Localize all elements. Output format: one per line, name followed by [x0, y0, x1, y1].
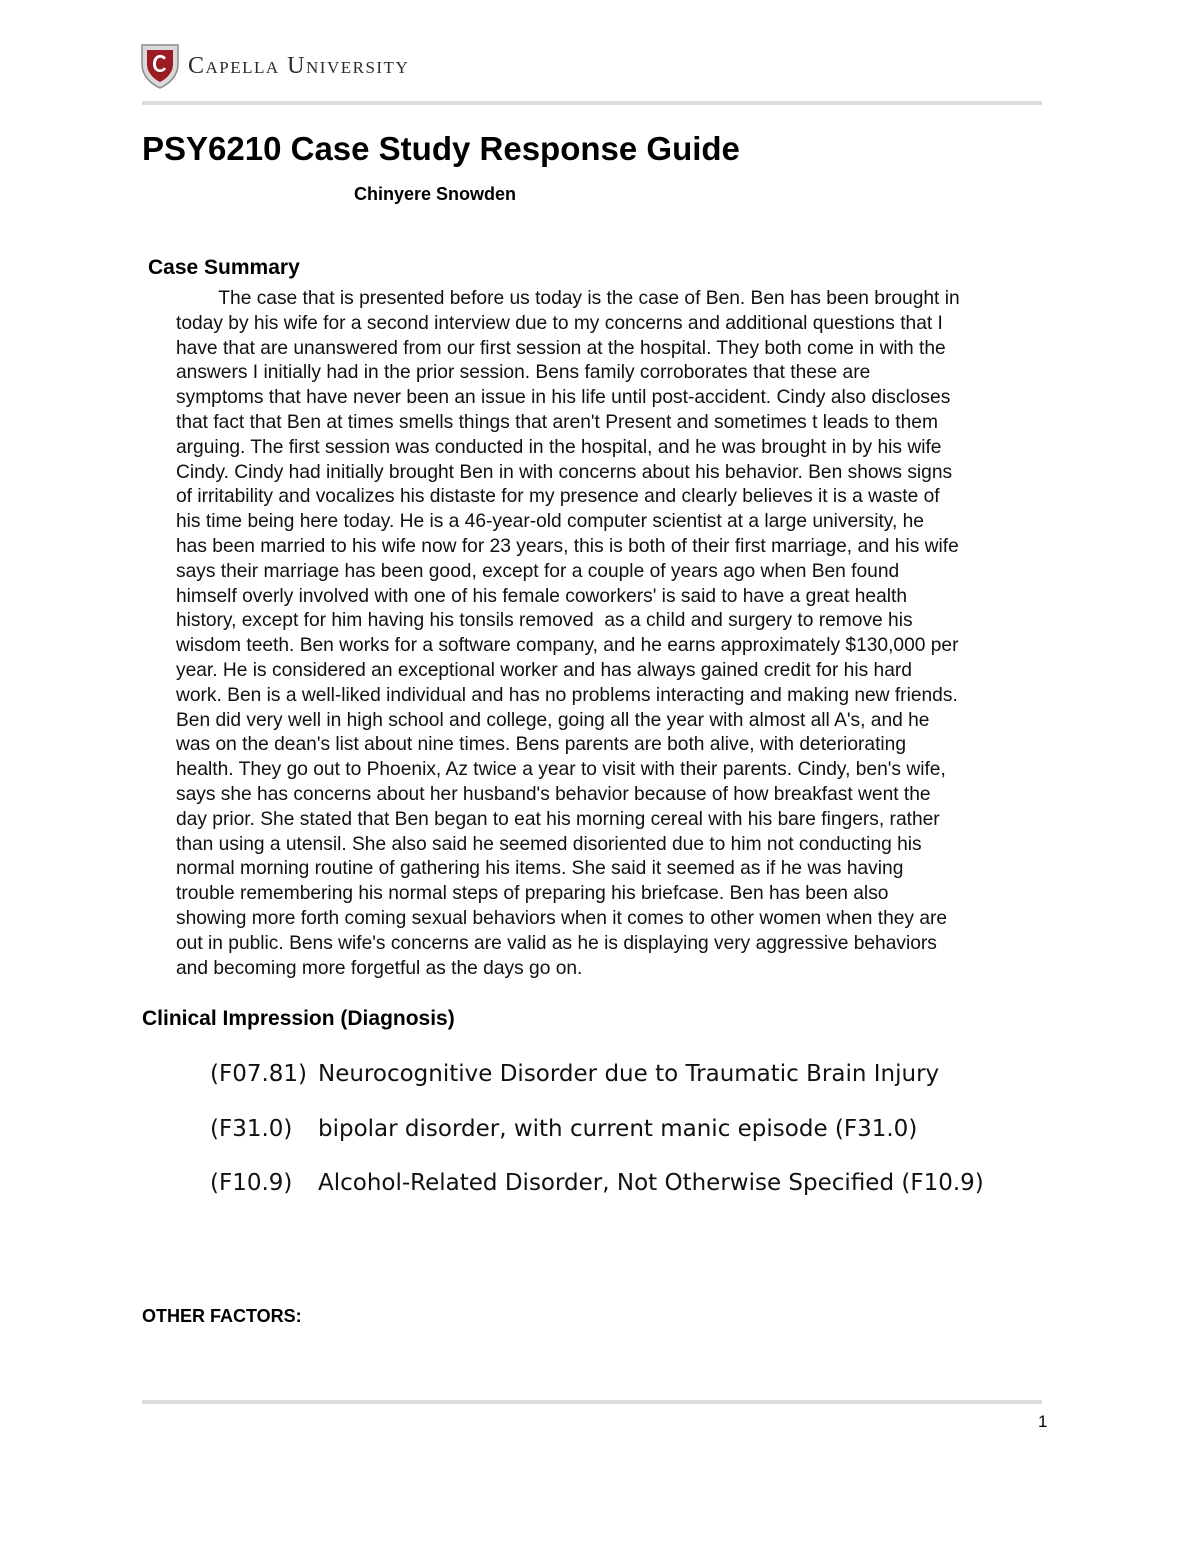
summary-line: The case that is presented before us today is the case of Ben. Ben has been brought in	[176, 288, 960, 309]
diagnosis-text: Alcohol-Related Disorder, Not Otherwise Specified (F10.9)	[318, 1170, 984, 1196]
summary-line: day prior. She stated that Ben began to eat his morning cereal with his bare fingers, rather	[176, 808, 940, 830]
other-factors-heading: OTHER FACTORS:	[142, 1306, 302, 1326]
summary-line: out in public. Bens wife's concerns are valid as he is displaying very aggressive behaviors	[176, 932, 937, 954]
diagnosis-item	[210, 1061, 939, 1087]
diagnosis-item	[210, 1116, 917, 1142]
summary-line: year. He is considered an exceptional worker and has always gained credit for his hard	[176, 659, 912, 681]
summary-line: Ben did very well in high school and college, going all the year with almost all A's, and he	[176, 709, 930, 731]
case-summary-paragraph	[176, 287, 1062, 981]
clinical-impression-heading: Clinical Impression (Diagnosis)	[142, 1007, 455, 1030]
summary-line: was on the dean's list about nine times. Bens parents are both alive, with deteriorating	[176, 734, 907, 756]
summary-line: today by his wife for a second interview due to my concerns and additional questions that I	[176, 312, 943, 334]
author-name: Chinyere Snowden	[354, 184, 517, 204]
shield-icon	[140, 42, 180, 90]
summary-line: Cindy. Cindy had initially brought Ben in with concerns about his behavior. Ben shows signs	[176, 461, 953, 483]
summary-line: says their marriage has been good, except for a couple of years ago when Ben found	[176, 560, 900, 582]
summary-line: arguing. The first session was conducted in the hospital, and he was brought in by his wife	[176, 436, 942, 458]
summary-line: normal morning routine of gathering his items. She said it seemed as if he was having	[176, 858, 904, 880]
summary-line: and becoming more forgetful as the days go on.	[176, 957, 583, 979]
summary-line: answers I initially had in the prior session. Bens family corroborates that these are	[176, 362, 871, 384]
summary-line: showing more forth coming sexual behaviors when it comes to other women when they are	[176, 907, 948, 929]
summary-line: than using a utensil. She also said he seemed disoriented due to him not conducting his	[176, 833, 922, 855]
capella-logo	[140, 42, 409, 90]
summary-line: trouble remembering his normal steps of preparing his briefcase. Ben has been also	[176, 883, 889, 905]
summary-line: wisdom teeth. Ben works for a software company, and he earns approximately $130,000 per	[176, 635, 959, 657]
diagnosis-code: (F10.9)	[210, 1170, 293, 1196]
document-title: PSY6210 Case Study Response Guide	[142, 130, 740, 167]
summary-line: health. They go out to Phoenix, Az twice a year to visit with their parents. Cindy, ben's wife,	[176, 759, 946, 781]
footer-divider	[142, 1400, 1042, 1404]
header-divider	[142, 101, 1042, 105]
summary-line: have that are unanswered from our first session at the hospital. They both come in with the	[176, 337, 946, 359]
summary-line: has been married to his wife now for 23 years, this is both of their first marriage, and his wife	[176, 535, 959, 557]
diagnosis-text: Neurocognitive Disorder due to Traumatic Brain Injury	[318, 1061, 940, 1087]
case-summary-heading: Case Summary	[148, 256, 300, 279]
diagnosis-code: (F31.0)	[210, 1116, 293, 1142]
summary-line: symptoms that have never been an issue in his life until post-accident. Cindy also discloses	[176, 387, 951, 409]
summary-line: that fact that Ben at times smells things that aren't Present and sometimes t leads to them	[176, 411, 938, 433]
diagnosis-text: bipolar disorder, with current manic episode (F31.0)	[318, 1116, 918, 1142]
summary-line: says she has concerns about her husband's behavior because of how breakfast went the	[176, 783, 931, 805]
diagnosis-code: (F07.81)	[210, 1061, 308, 1087]
logo-wordmark: Capella University	[188, 52, 410, 79]
diagnosis-item	[210, 1170, 984, 1196]
summary-line: history, except for him having his tonsils removed as a child and surgery to remove his	[176, 610, 913, 632]
summary-line: work. Ben is a well-liked individual and has no problems interacting and making new friends.	[176, 684, 958, 706]
summary-line: himself overly involved with one of his female coworkers' is said to have a great health	[176, 585, 908, 607]
summary-line: of irritability and vocalizes his distaste for my presence and clearly believes it is a waste of	[176, 486, 940, 508]
summary-line: his time being here today. He is a 46-year-old computer scientist at a large university, he	[176, 511, 924, 533]
page-number: 1	[1038, 1412, 1048, 1431]
